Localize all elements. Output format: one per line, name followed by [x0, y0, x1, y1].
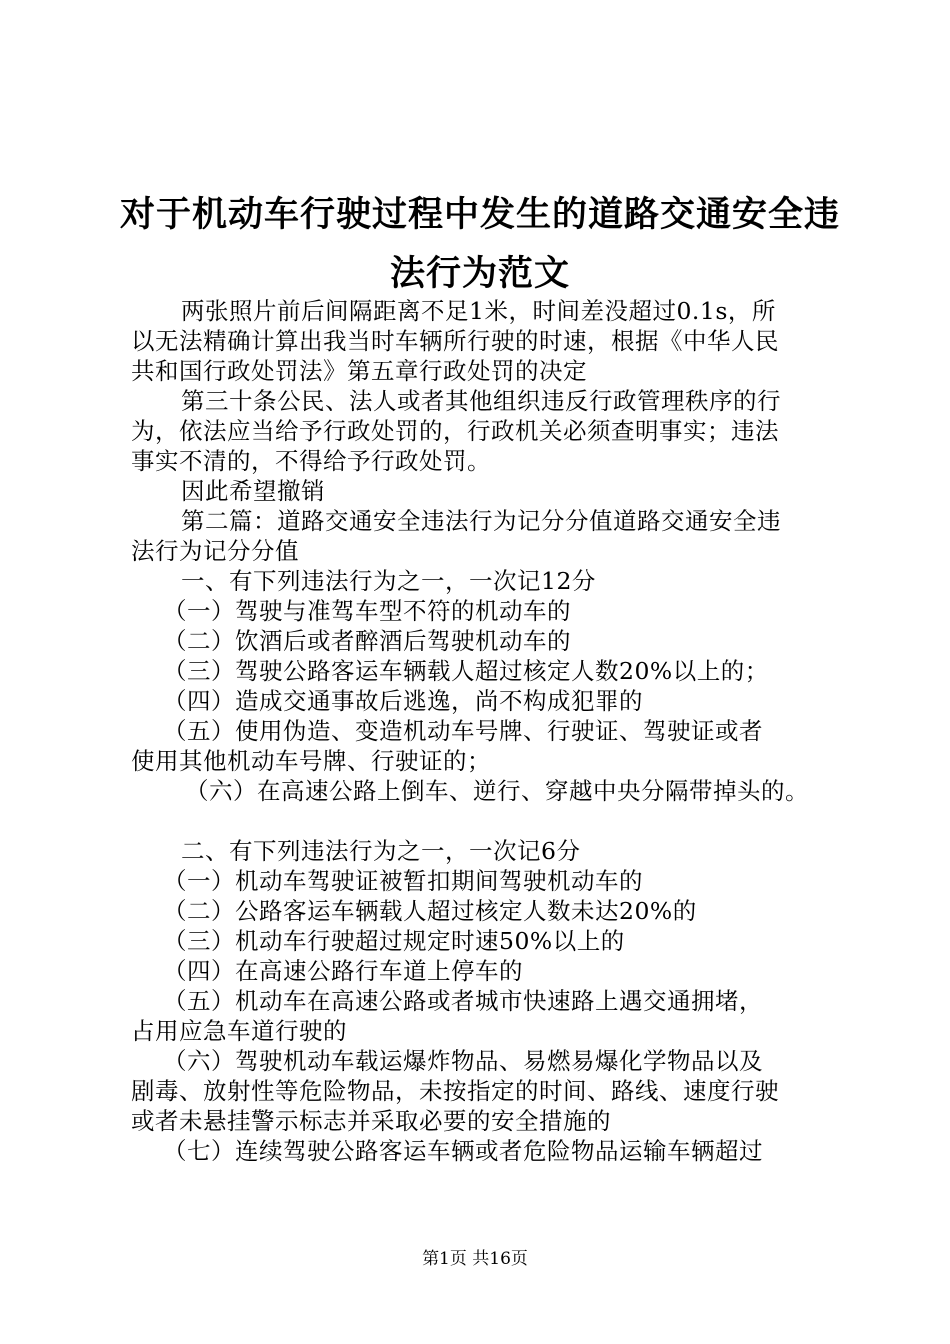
paragraph-line: 两张照片前后间隔距离不足1米，时间差没超过0.1s，所	[181, 297, 776, 325]
list-item: （六）在高速公路上倒车、逆行、穿越中央分隔带掉头的。	[185, 777, 809, 805]
document-title-line-2: 法行为范文	[389, 253, 570, 294]
list-item: （二）饮酒后或者醉酒后驾驶机动车的	[163, 627, 571, 655]
list-item-continuation: 剧毒、放射性等危险物品，未按指定的时间、路线、速度行驶	[131, 1077, 779, 1105]
section-heading: 二、有下列违法行为之一，一次记6分	[181, 837, 581, 865]
list-item: （二）公路客运车辆载人超过核定人数未达20%的	[163, 897, 697, 925]
paragraph-line: 共和国行政处罚法》第五章行政处罚的决定	[131, 357, 587, 385]
paragraph-line: 法行为记分分值	[131, 537, 299, 565]
list-item: （一）驾驶与准驾车型不符的机动车的	[163, 597, 571, 625]
blank-line	[131, 806, 836, 836]
list-item-continuation: 或者未悬挂警示标志并采取必要的安全措施的	[131, 1107, 611, 1135]
section-heading: 一、有下列违法行为之一，一次记12分	[181, 567, 596, 595]
list-item: （四）造成交通事故后逃逸，尚不构成犯罪的	[163, 687, 643, 715]
list-item: （四）在高速公路行车道上停车的	[163, 957, 523, 985]
list-item: （三）机动车行驶超过规定时速50%以上的	[163, 927, 625, 955]
paragraph-line: 第三十条公民、法人或者其他组织违反行政管理秩序的行	[181, 387, 781, 415]
list-item: （五）机动车在高速公路或者城市快速路上遇交通拥堵，	[163, 987, 763, 1015]
paragraph-line: 以无法精确计算出我当时车辆所行驶的时速，根据《中华人民	[131, 327, 779, 355]
list-item: （三）驾驶公路客运车辆载人超过核定人数20%以上的；	[163, 657, 769, 685]
list-item-continuation: 占用应急车道行驶的	[131, 1017, 347, 1045]
list-item: （七）连续驾驶公路客运车辆或者危险物品运输车辆超过	[163, 1137, 763, 1165]
list-item-continuation: 使用其他机动车号牌、行驶证的；	[131, 747, 491, 775]
paragraph-line: 因此希望撤销	[181, 477, 325, 505]
document-title-line-1: 对于机动车行驶过程中发生的道路交通安全违	[119, 194, 840, 235]
list-item: （一）机动车驾驶证被暂扣期间驾驶机动车的	[163, 867, 643, 895]
document-body	[131, 296, 836, 1166]
page-footer: 第1页 共16页	[422, 1249, 528, 1269]
list-item: （六）驾驶机动车载运爆炸物品、易燃易爆化学物品以及	[163, 1047, 763, 1075]
paragraph-line: 第二篇：道路交通安全违法行为记分分值道路交通安全违	[181, 507, 781, 535]
paragraph-line: 事实不清的，不得给予行政处罚。	[131, 447, 491, 475]
list-item: （五）使用伪造、变造机动车号牌、行驶证、驾驶证或者	[163, 717, 763, 745]
paragraph-line: 为，依法应当给予行政处罚的，行政机关必须查明事实；违法	[131, 417, 779, 445]
